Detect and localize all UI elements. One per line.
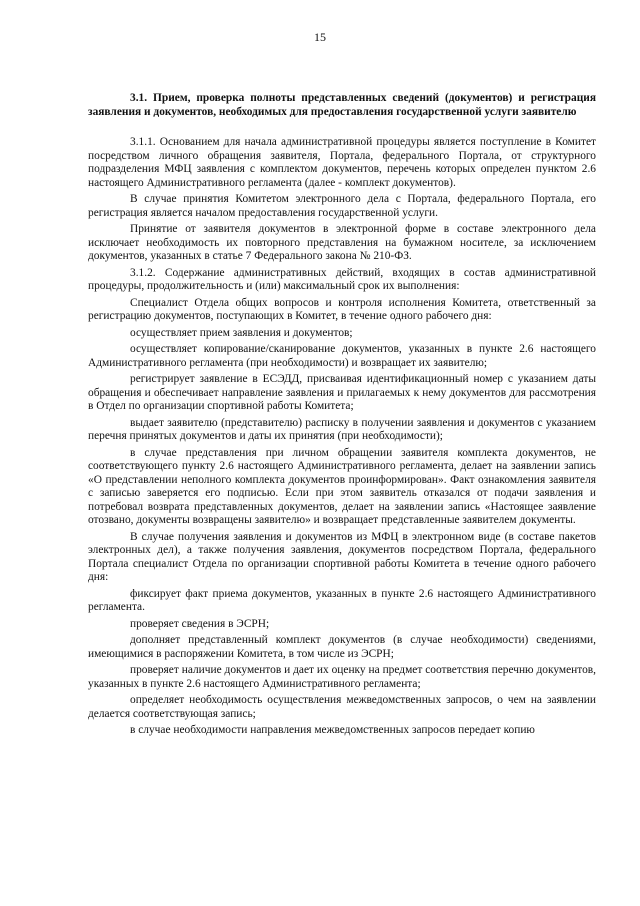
paragraph-electronic-case: В случае принятия Комитетом электронного дела с Портала, федерального Портала, его регистрация является началом предоставления государственной услуги. [88, 193, 596, 219]
paragraph-3-1-1: 3.1.1. Основанием для начала административной процедуры является поступление в Комитет посредством личного обращения заявителя, Портала, федерального Портала, от структурного подразделения МФЦ заявления с комплектом документов, перечень которых определен пунктом 2.6 настоящего Административного регламента (далее - комплект документов). [88, 136, 596, 189]
list-item-checks-esrn: проверяет сведения в ЭСРН; [130, 617, 270, 630]
paragraph-3-1-2: 3.1.2. Содержание административных действий, входящих в состав административной процедуры, продолжительность и (или) максимальный срок их выполнения: [88, 266, 596, 292]
page-number: 15 [314, 30, 326, 44]
list-item-sends-copy: в случае необходимости направления межведомственных запросов передает копию [130, 724, 535, 736]
list-item-records-receipt: фиксирует факт приема документов, указанных в пункте 2.6 настоящего Административного регламента. [88, 587, 596, 613]
list-item-incomplete-set: в случае представления при личном обращении заявителя комплекта документов, не соответствующего пункту 2.6 настоящего Административного регламента, делает на заявлении запись «О представлении неполного комплекта документов проинформирован». Факт ознакомления заявителя с записью заверяется его подписью. Если при этом заявитель отказался от подачи заявления и потребовал возврата представленных документов, делает на заявлении запись «Настоящее заявление отозвано, документы возвращены заявителю» и возвращает представленные заявителем документы. [88, 446, 596, 526]
paragraph-specialist: Специалист Отдела общих вопросов и контроля исполнения Комитета, ответственный за регистрацию документов, поступающих в Комитет, в течение одного рабочего дня: [88, 296, 596, 322]
paragraph-electronic-docs: Принятие от заявителя документов в электронной форме в составе электронного дела исключает необходимость их повторного представления на бумажном носителе, за исключением документов, указанных в статье 7 Федерального закона № 210-ФЗ. [88, 223, 596, 262]
list-item-copies: осуществляет копирование/сканирование документов, указанных в пункте 2.6 настоящего Административного регламента (при необходимости) и возвращает их заявителю; [88, 343, 596, 369]
document-body [88, 92, 596, 741]
section-heading: 3.1. Прием, проверка полноты представленных сведений (документов) и регистрация заявления и документов, необходимых для предоставления государственной услуги заявителю [88, 92, 596, 118]
list-item-receipt: выдает заявителю (представителю) расписку в получении заявления и документов с указанием перечня принятых документов и даты их принятия (при необходимости); [88, 416, 596, 442]
list-item-accepts: осуществляет прием заявления и документов; [130, 326, 353, 339]
list-item-supplements: дополняет представленный комплект документов (в случае необходимости) сведениями, имеющимися в распоряжении Комитета, в том числе из ЭСРН; [88, 634, 596, 660]
paragraph-mfc-electronic: В случае получения заявления и документов из МФЦ в электронном виде (в составе пакетов электронных дел), а также получения заявления, документов посредством Портала, федерального Портала специалист Отдела по организации спортивной работы Комитета в течение одного рабочего дня: [88, 530, 596, 583]
list-item-determines: определяет необходимость осуществления межведомственных запросов, о чем на заявлении делается соответствующая запись; [88, 694, 596, 720]
list-item-verifies: проверяет наличие документов и дает их оценку на предмет соответствия перечню документов, указанных в пункте 2.6 настоящего Административного регламента; [88, 664, 596, 690]
list-item-registers: регистрирует заявление в ЕСЭДД, присваивая идентификационный номер с указанием даты обращения и обеспечивает направление заявления и прилагаемых к нему документов для рассмотрения в Отдел по организации спортивной работы Комитета; [88, 373, 596, 412]
